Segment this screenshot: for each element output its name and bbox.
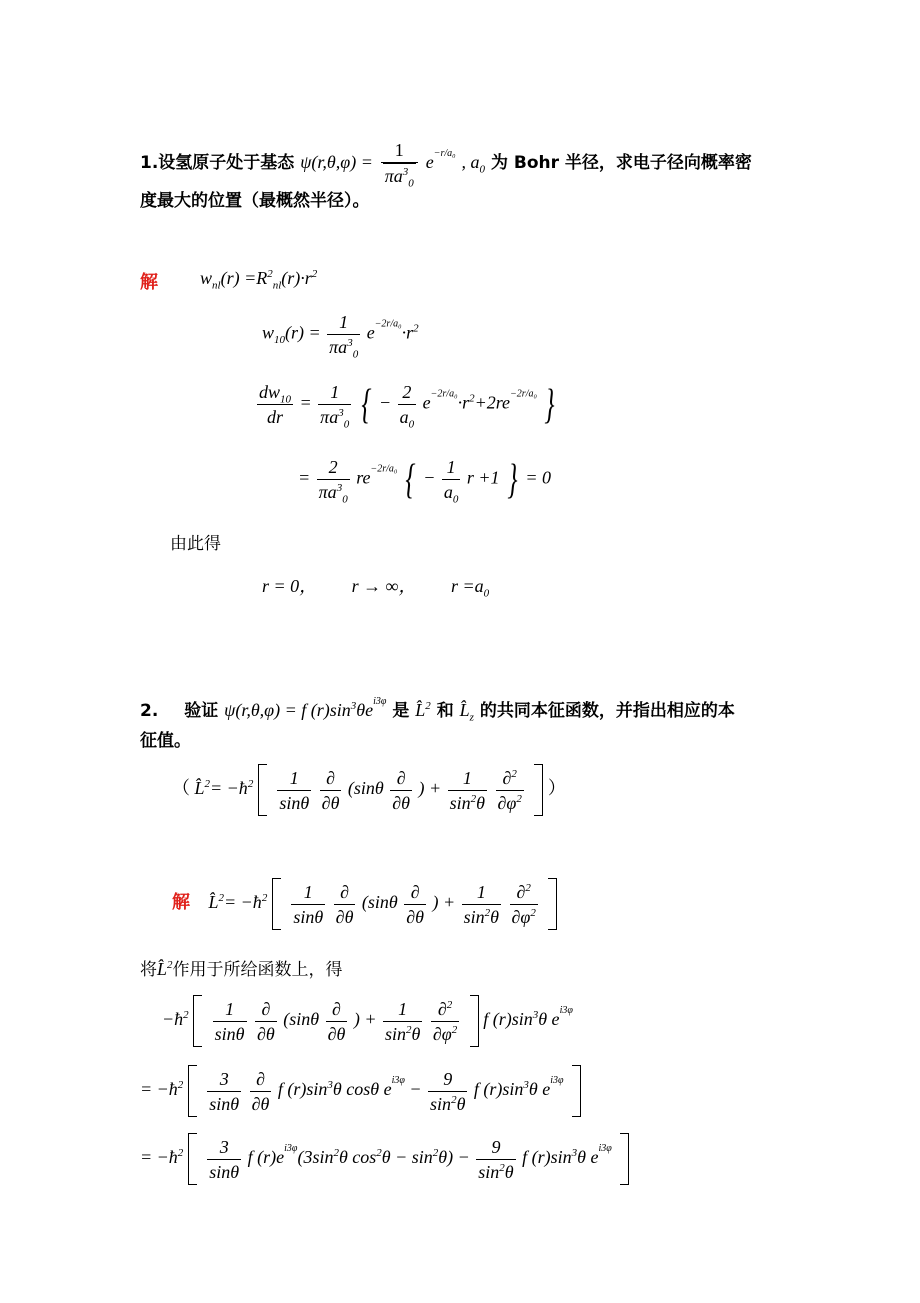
simplified-inner-denominator: a bbox=[443, 482, 453, 502]
problem-1-line-2: 度最大的位置（最概然半径）。 bbox=[140, 191, 370, 211]
result-values: r = 0， r → ∞， $r =a_0$ bbox=[262, 576, 490, 600]
result-r-a0: r =a bbox=[451, 576, 484, 596]
def-frac-4-den-theta: θ bbox=[476, 792, 486, 813]
derivative-minus: − bbox=[379, 392, 392, 413]
apply-prefix: 将 bbox=[140, 960, 157, 980]
line2-exponent-2: i3φ bbox=[550, 1075, 564, 1087]
w-symbol: w bbox=[200, 268, 213, 288]
problem-2-psi-rest: θe bbox=[356, 700, 374, 720]
sol-frac-3-den: ∂θ bbox=[406, 906, 425, 927]
line1-exponent: i3φ bbox=[559, 1005, 573, 1017]
w10-equals: (r) = bbox=[285, 322, 321, 343]
solution-2-operator: 解 L̂$^2$= $-ħ^2$ $\frac{1}{\sin\theta}$ $\frac{\partial}{\partial\theta}$ (sinθ $\frac{\partial}{\partial\theta}$ ) + $\frac{1}{\sin^2\theta}$ $\frac{\partial^2}{\partial\varphi^2}$ bbox=[172, 878, 557, 930]
line1-frac-5-den: ∂φ bbox=[432, 1023, 452, 1044]
line1-plus: ) + bbox=[353, 1009, 377, 1030]
line1-function: f (r)sin bbox=[483, 1009, 533, 1030]
lz-operator: L̂ bbox=[459, 700, 470, 720]
problem-2-exponent: i3φ bbox=[373, 696, 387, 707]
simplified-equals: = bbox=[298, 467, 311, 488]
def-frac-2-den: ∂θ bbox=[321, 792, 340, 813]
def-frac-4-den: sin bbox=[449, 792, 471, 813]
derivative-equals: = bbox=[299, 392, 312, 413]
def-frac-3-den: ∂θ bbox=[392, 792, 411, 813]
simplified-inner-rest: r +1 bbox=[466, 467, 500, 488]
line3-function-2-rest: θ e bbox=[577, 1147, 599, 1168]
derivative-coef-numerator: 1 bbox=[318, 380, 351, 405]
radial-density-definition: $w_{nl}(r) =R^2_{nl}(r)\cdot r^2$ bbox=[200, 268, 318, 292]
def-l-operator: L̂ bbox=[194, 778, 205, 799]
line2-frac-3-den-theta: θ bbox=[456, 1093, 466, 1114]
line1-frac-3-den: ∂θ bbox=[327, 1023, 346, 1044]
simplified-equals-zero: = 0 bbox=[525, 467, 551, 488]
line1-function-rest: θ e bbox=[538, 1009, 560, 1030]
problem-2-line-2: 征值。 bbox=[140, 731, 191, 751]
def-plus: ) + bbox=[418, 778, 442, 799]
derivative-r-squared: ·r bbox=[457, 392, 470, 413]
line2-frac-3-den: sin bbox=[430, 1093, 452, 1114]
psi-exponential: e bbox=[425, 152, 434, 172]
sol-frac-2-num: ∂ bbox=[334, 880, 356, 905]
w10-symbol: w bbox=[262, 322, 275, 343]
l-squared-definition: （ L̂$^2$= $-ħ^2$ $\frac{1}{\sin\theta}$ $\frac{\partial}{\partial\theta}$ (sinθ $\frac{\partial}{\partial\theta}$ ) + $\frac{1}{\sin^2\theta}$ $\frac{\partial^2}{\partial\varphi^2}$ ） bbox=[172, 764, 566, 816]
w10-exponent: −2r/a₀ bbox=[374, 318, 402, 330]
result-label: 由此得 bbox=[170, 534, 221, 554]
result-r-infinity: r → ∞， bbox=[351, 576, 417, 596]
line3-cos: θ cos bbox=[338, 1147, 377, 1168]
simplified-denominator: πa bbox=[318, 482, 337, 502]
line1-frac-2-den: ∂θ bbox=[257, 1023, 275, 1044]
sol-frac-1-num: 1 bbox=[291, 880, 325, 905]
line2-frac-3-num: 9 bbox=[428, 1067, 467, 1092]
paren-close: ） bbox=[547, 778, 566, 800]
sol-equals-hbar: = −ħ bbox=[224, 892, 262, 913]
simplified-r-exp: re bbox=[356, 467, 371, 488]
apply-rest: 作用于所给函数上，得 bbox=[172, 960, 343, 980]
simplified-derivative: = $\frac{2}{\pi a^3_0}$ $re^{-2r/a_0}$ { − $\frac{1}{a_0}$ r +1 } = 0 bbox=[298, 456, 551, 506]
problem-2-line-1: 2. 验证 ψ(r,θ,φ) = f $(r)\sin^3\theta e^{i3\varphi}$ 是 L̂$^2$ 和 $L̂_z$ 的共同本征函数，并指出相应的本 bbox=[140, 696, 735, 724]
def-equals-hbar: = −ħ bbox=[210, 778, 248, 799]
line2-frac-2-num: ∂ bbox=[250, 1067, 272, 1092]
sol-frac-4-den-theta: θ bbox=[490, 906, 500, 927]
sol-frac-5-den: ∂φ bbox=[511, 906, 531, 927]
line1-frac-1-den: sinθ bbox=[214, 1023, 245, 1044]
problem-1-line-1 bbox=[140, 138, 752, 188]
line2-hbar: = −ħ bbox=[140, 1079, 178, 1100]
w10-exponential: e bbox=[366, 322, 375, 343]
line3-function-2: f (r)sin bbox=[522, 1147, 572, 1168]
paren-open: （ bbox=[172, 778, 190, 800]
problem-2-is: 是 bbox=[392, 701, 410, 721]
def-frac-3-num: ∂ bbox=[390, 766, 412, 791]
psi-fraction-denominator: πa bbox=[384, 166, 403, 186]
w10-numerator: 1 bbox=[327, 310, 360, 335]
simplified-exponent: −2r/a₀ bbox=[370, 463, 398, 475]
sol-frac-4-den: sin bbox=[463, 906, 485, 927]
line2-frac-1-den: sinθ bbox=[209, 1093, 240, 1114]
line3-frac-2-den-theta: θ bbox=[504, 1161, 514, 1182]
line2-frac-2-den: ∂θ bbox=[251, 1093, 270, 1114]
def-sin-theta: (sinθ bbox=[347, 778, 384, 799]
bohr-radius-subscript: 0 bbox=[479, 163, 486, 176]
sol-plus: ) + bbox=[432, 892, 456, 913]
derivative-exponent-2: −2r/a₀ bbox=[510, 388, 537, 400]
derivation-line-1: $-ħ^2$ $\frac{1}{\sin\theta}$ $\frac{\partial}{\partial\theta}$ (sinθ $\frac{\partial}{\partial\theta}$ ) + $\frac{1}{\sin^2\theta}$ $\frac{\partial^2}{\partial\varphi^2}$ f $(r)\sin^3\theta$ $e^{i3\varphi}$ bbox=[162, 995, 573, 1047]
problem-2-question: 的共同本征函数，并指出相应的本 bbox=[479, 701, 735, 721]
line1-frac-4-num: 1 bbox=[383, 997, 422, 1022]
def-frac-5-den: ∂φ bbox=[497, 792, 517, 813]
derivative-subscript: 10 bbox=[280, 393, 292, 406]
simplified-inner-numerator: 1 bbox=[442, 455, 461, 480]
line2-cos-term: θ cosθ e bbox=[332, 1079, 392, 1100]
simplified-numerator: 2 bbox=[317, 455, 350, 480]
derivative-exponent-1: −2r/a₀ bbox=[430, 388, 458, 400]
solution-1-label: 解 bbox=[140, 272, 158, 293]
line2-function-2-rest: θ e bbox=[528, 1079, 551, 1100]
derivative-inner-denominator: a bbox=[399, 407, 409, 427]
result-r-zero: r = 0， bbox=[262, 576, 318, 596]
l-squared-operator: L̂ bbox=[415, 700, 426, 720]
simplified-minus: − bbox=[423, 467, 436, 488]
w10-equation: $w_{10}(r)$ = $\frac{1}{\pi a^3_0}$ $e^{-2r/a_0}\cdot r^2$ bbox=[262, 312, 419, 361]
psi-equation-lhs: ψ(r,θ,φ) = bbox=[300, 152, 373, 172]
def-frac-1-den: sinθ bbox=[279, 792, 310, 813]
def-frac-4-num: 1 bbox=[448, 766, 487, 791]
sol-frac-4-num: 1 bbox=[462, 880, 501, 905]
derivative-numerator: dw bbox=[259, 382, 281, 402]
w10-r-factor: ·r bbox=[401, 322, 414, 343]
line2-function-2: f (r)sin bbox=[473, 1079, 524, 1100]
psi-fraction: $\frac{1}{\pi a^3_0}$ bbox=[381, 138, 418, 188]
def-frac-5-num: ∂ bbox=[502, 767, 512, 788]
line1-hbar: −ħ bbox=[162, 1009, 184, 1030]
def-frac-2-num: ∂ bbox=[320, 766, 342, 791]
line3-close: θ) − bbox=[438, 1147, 470, 1168]
line3-exponent-1: i3φ bbox=[284, 1143, 298, 1155]
solution-2-label: 解 bbox=[172, 892, 190, 914]
apply-operator-text: 将L̂$^2$作用于所给函数上，得 bbox=[140, 959, 343, 980]
problem-2-psi: ψ(r,θ,φ) = f (r)sin bbox=[224, 700, 351, 720]
w10-subscript: 10 bbox=[274, 334, 286, 347]
derivative-denominator: dr bbox=[267, 407, 284, 427]
psi-exponent: −r/a₀ bbox=[433, 148, 456, 159]
line3-minus-sin: θ − sin bbox=[381, 1147, 433, 1168]
problem-2-and: 和 bbox=[436, 701, 454, 721]
line3-frac-1-den: sinθ bbox=[209, 1161, 240, 1182]
line1-sin-theta: (sinθ bbox=[283, 1009, 320, 1030]
derivative-coef-denominator: πa bbox=[320, 407, 339, 427]
line3-frac-1-num: 3 bbox=[207, 1135, 241, 1160]
sol-frac-3-num: ∂ bbox=[404, 880, 426, 905]
problem-1-question: 为 Bohr 半径，求电子径向概率密 bbox=[490, 153, 752, 173]
derivative-inner-numerator: 2 bbox=[398, 380, 417, 405]
derivative-exp-1: e bbox=[422, 392, 431, 413]
apply-l-operator: L̂ bbox=[157, 959, 168, 979]
sol-frac-5-num: ∂ bbox=[516, 881, 526, 902]
psi-fraction-numerator: 1 bbox=[381, 138, 418, 163]
line1-frac-2-num: ∂ bbox=[255, 997, 277, 1022]
line3-frac-2-num: 9 bbox=[476, 1135, 515, 1160]
derivative-second-term: +2re bbox=[474, 392, 511, 413]
derivation-line-2: = $-ħ^2$ $\frac{3}{\sin\theta}$ $\frac{\partial}{\partial\theta}$ f $(r)\sin^3\theta$ cosθ $e^{i3\varphi}$ − $\frac{9}{\sin^2\theta}$ f $(r)\sin^3\theta$ $e^{i3\varphi}$ bbox=[140, 1065, 581, 1117]
line2-exponent-1: i3φ bbox=[391, 1075, 405, 1087]
def-frac-1-num: 1 bbox=[277, 766, 311, 791]
line1-frac-4-den: sin bbox=[385, 1023, 407, 1044]
line1-frac-1-num: 1 bbox=[213, 997, 247, 1022]
line3-sin: (3sin bbox=[297, 1147, 334, 1168]
r-nl-term: (r) =R bbox=[220, 268, 268, 288]
line2-function: f (r)sin bbox=[277, 1079, 328, 1100]
line3-exponent-2: i3φ bbox=[598, 1143, 612, 1155]
r-squared-term: (r)·r bbox=[281, 268, 312, 288]
derivative-equation: $\frac{dw_{10}}{dr}$ = $\frac{1}{\pi a^3_0}$ { − $\frac{2}{a_0}$ $e^{-2r/a_0}\cdot r^2+2re^{-2r/a_0}$ } bbox=[259, 381, 555, 431]
bohr-radius-symbol: , a bbox=[461, 152, 480, 172]
derivation-line-3: = $-ħ^2$ $\frac{3}{\sin\theta}$ f $(r)e^{i3\varphi}(3\sin^2\theta$ $\cos^2\theta - \sin^2\theta$) − $\frac{9}{\sin^2\theta}$ f $(r)\sin^3\theta$ $e^{i3\varphi}$ bbox=[140, 1133, 629, 1185]
problem-2-number: 2. bbox=[140, 701, 159, 721]
w-subscript: nl bbox=[212, 279, 221, 292]
line1-frac-3-num: ∂ bbox=[326, 997, 348, 1022]
line3-hbar: = −ħ bbox=[140, 1147, 178, 1168]
problem-1-prefix: 1.设氢原子处于基态 bbox=[140, 153, 295, 173]
line3-frac-2-den: sin bbox=[478, 1161, 500, 1182]
lz-subscript: z bbox=[469, 711, 474, 724]
sol-sin-theta: (sinθ bbox=[361, 892, 398, 913]
problem-2-verify: 验证 bbox=[184, 701, 219, 721]
line1-frac-4-den-theta: θ bbox=[411, 1023, 421, 1044]
line1-frac-5-num: ∂ bbox=[437, 998, 447, 1019]
w10-denominator: πa bbox=[329, 337, 348, 357]
sol-l-operator: L̂ bbox=[208, 892, 219, 913]
line2-frac-1-num: 3 bbox=[207, 1067, 241, 1092]
sol-frac-1-den: sinθ bbox=[293, 906, 324, 927]
sol-frac-2-den: ∂θ bbox=[335, 906, 354, 927]
line2-minus: − bbox=[409, 1079, 422, 1100]
line3-function: f (r)e bbox=[247, 1147, 285, 1168]
